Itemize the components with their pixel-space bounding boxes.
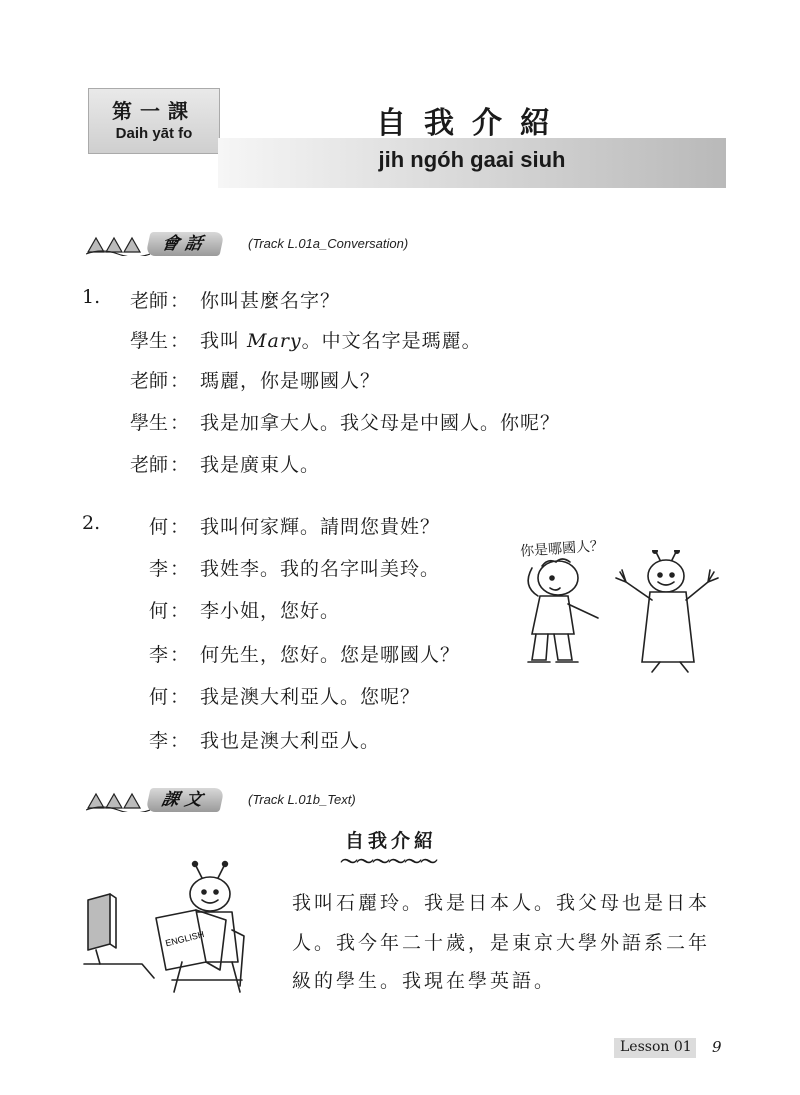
speaker: 何 xyxy=(148,516,168,538)
dialogue-text: 你叫甚麼名字？ xyxy=(200,290,341,312)
paragraph-line: 我叫石麗玲。我是日本人。我父母也是日本 xyxy=(292,892,711,914)
speaker-colon: ： xyxy=(170,600,190,622)
dialogue-text: 我叫何家輝。請問您貴姓？ xyxy=(200,516,441,538)
lesson-title-pinyin: jih ngóh gaai siuh xyxy=(378,147,566,172)
speaker-colon: ： xyxy=(170,412,190,434)
speaker: 老師 xyxy=(129,454,168,476)
dialogue-text: 我是澳大利亞人。您呢？ xyxy=(200,686,421,708)
speaker-colon: ： xyxy=(170,730,190,752)
cartoon-caption: 你是哪國人？ xyxy=(519,538,605,560)
paragraph-line: 人。我今年二十歲，是東京大學外語系二年 xyxy=(292,932,711,954)
page-number: 9 xyxy=(712,1038,722,1056)
book-cover-text: ENGLISH xyxy=(164,929,206,949)
dialogue-text: 我姓李。我的名字叫美玲。 xyxy=(200,558,441,580)
speaker: 學生 xyxy=(129,412,168,434)
lesson-title-cn: 自我介紹 xyxy=(376,106,568,141)
dialogue-number: 2. xyxy=(82,512,101,534)
lesson-number-box xyxy=(88,88,220,154)
conversation-track: (Track L.01a_Conversation) xyxy=(248,236,409,251)
text-before: 我叫 xyxy=(200,330,248,352)
dialogue-number: 1. xyxy=(82,286,101,308)
lesson-number-cn: 第一課 xyxy=(112,99,196,123)
speaker-colon: ： xyxy=(170,644,190,666)
text-title-underline: ～～～～～～ xyxy=(340,852,436,873)
speaker: 李 xyxy=(148,558,168,580)
speaker: 老師 xyxy=(129,370,168,392)
conversation-label: 會話 xyxy=(145,232,224,256)
footer-lesson-label: Lesson 01 xyxy=(620,1039,692,1055)
speaker-colon: ： xyxy=(170,290,190,312)
text-label: 課文 xyxy=(145,788,224,812)
cartoon-illustration-icon xyxy=(510,550,730,680)
text-track: (Track L.01b_Text) xyxy=(248,792,356,807)
dialogue-text: 李小姐，您好。 xyxy=(200,600,341,622)
wave-decoration-icon xyxy=(86,790,150,812)
speaker: 李 xyxy=(148,644,168,666)
speaker-colon: ： xyxy=(170,686,190,708)
speaker: 老師 xyxy=(129,290,168,312)
text-title: 自我介紹 xyxy=(345,830,438,852)
speaker-colon: ： xyxy=(170,454,190,476)
dialogue-text: 我是加拿大人。我父母是中國人。你呢？ xyxy=(200,412,561,434)
text-after: 。中文名字是瑪麗。 xyxy=(301,330,482,352)
student-reading-illustration-icon xyxy=(82,860,262,1000)
lesson-number-pinyin: Daih yāt fo xyxy=(115,125,193,142)
speaker: 何 xyxy=(148,600,168,622)
dialogue-text: 我也是澳大利亞人。 xyxy=(200,730,381,752)
text-section-tag xyxy=(86,786,236,816)
dialogue-text: 瑪麗，你是哪國人？ xyxy=(200,370,381,392)
dialogue-text: 我是廣東人。 xyxy=(200,454,321,476)
speaker-colon: ： xyxy=(170,516,190,538)
wave-decoration-icon xyxy=(86,234,150,256)
conversation-section-tag xyxy=(86,230,236,260)
speaker: 何 xyxy=(148,686,168,708)
speaker-colon: ： xyxy=(170,330,190,352)
speaker-colon: ： xyxy=(170,558,190,580)
speaker-colon: ： xyxy=(170,370,190,392)
speaker: 學生 xyxy=(129,330,168,352)
dialogue-text xyxy=(200,326,482,353)
name-mary: Mary xyxy=(247,330,302,352)
dialogue-text: 何先生，您好。您是哪國人？ xyxy=(200,644,461,666)
speaker: 李 xyxy=(148,730,168,752)
paragraph-line: 級的學生。我現在學英語。 xyxy=(292,970,557,992)
